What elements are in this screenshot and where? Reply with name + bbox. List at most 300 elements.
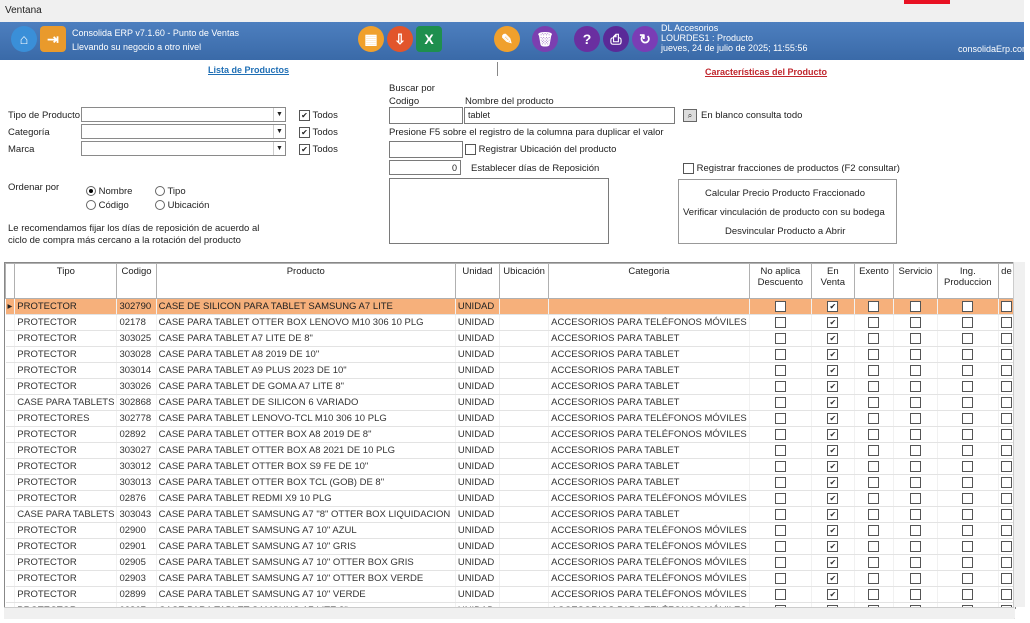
- grid-checkbox-cell[interactable]: [749, 427, 811, 443]
- horizontal-scrollbar[interactable]: [4, 607, 1014, 619]
- grid-checkbox-cell[interactable]: [894, 571, 938, 587]
- grid-checkbox[interactable]: [910, 557, 921, 568]
- table-cell[interactable]: UNIDAD: [455, 331, 499, 347]
- grid-checkbox[interactable]: [868, 381, 879, 392]
- grid-checkbox-cell[interactable]: [811, 363, 854, 379]
- grid-checkbox[interactable]: [868, 301, 879, 312]
- categoria-combo[interactable]: [81, 124, 286, 139]
- grid-checkbox-cell[interactable]: [854, 299, 893, 315]
- grid-checkbox-cell[interactable]: [854, 427, 893, 443]
- download-icon[interactable]: ⇩: [387, 26, 413, 52]
- table-row[interactable]: [6, 427, 1015, 443]
- grid-checkbox[interactable]: ✔: [827, 413, 838, 424]
- table-cell[interactable]: [499, 507, 548, 523]
- categoria-todos-checkbox[interactable]: ✔: [299, 127, 310, 138]
- grid-checkbox-cell[interactable]: [894, 395, 938, 411]
- grid-checkbox[interactable]: [962, 365, 973, 376]
- grid-checkbox[interactable]: [1001, 477, 1012, 488]
- column-header[interactable]: Ubicación: [499, 264, 548, 299]
- grid-checkbox-cell[interactable]: [894, 443, 938, 459]
- home-icon[interactable]: ⌂: [11, 26, 37, 52]
- table-cell[interactable]: [499, 571, 548, 587]
- grid-checkbox-cell[interactable]: [894, 315, 938, 331]
- table-cell[interactable]: PROTECTOR: [15, 331, 117, 347]
- table-cell[interactable]: 303012: [117, 459, 156, 475]
- excel-icon[interactable]: X: [416, 26, 442, 52]
- grid-checkbox[interactable]: [775, 589, 786, 600]
- grid-checkbox[interactable]: ✔: [827, 349, 838, 360]
- column-header[interactable]: Unidad: [455, 264, 499, 299]
- tab-caracteristicas[interactable]: Características del Producto: [705, 67, 828, 77]
- grid-checkbox-cell[interactable]: [937, 475, 998, 491]
- grid-checkbox-cell[interactable]: [894, 555, 938, 571]
- grid-checkbox-cell[interactable]: [894, 427, 938, 443]
- grid-checkbox-cell[interactable]: [749, 475, 811, 491]
- table-cell[interactable]: ACCESORIOS PARA TELÉFONOS MÓVILES: [549, 315, 750, 331]
- grid-checkbox-cell[interactable]: [749, 507, 811, 523]
- table-cell[interactable]: PROTECTOR: [15, 491, 117, 507]
- grid-checkbox[interactable]: [1001, 301, 1012, 312]
- tipo-combo[interactable]: [81, 107, 286, 122]
- table-row[interactable]: [6, 443, 1015, 459]
- grid-checkbox[interactable]: [775, 429, 786, 440]
- table-cell[interactable]: 303027: [117, 443, 156, 459]
- table-cell[interactable]: CASE PARA TABLET DE GOMA A7 LITE 8": [156, 379, 455, 395]
- grid-checkbox[interactable]: [910, 589, 921, 600]
- table-cell[interactable]: 303026: [117, 379, 156, 395]
- table-cell[interactable]: 303013: [117, 475, 156, 491]
- grid-checkbox[interactable]: [1001, 557, 1012, 568]
- grid-checkbox[interactable]: [962, 477, 973, 488]
- grid-checkbox[interactable]: ✔: [827, 493, 838, 504]
- table-cell[interactable]: [499, 539, 548, 555]
- table-cell[interactable]: CASE PARA TABLET OTTER BOX LENOVO M10 306 10 PLG: [156, 315, 455, 331]
- table-cell[interactable]: ACCESORIOS PARA TABLET: [549, 379, 750, 395]
- table-row[interactable]: [6, 491, 1015, 507]
- table-cell[interactable]: UNIDAD: [455, 379, 499, 395]
- table-cell[interactable]: CASE PARA TABLET A7 LITE DE 8": [156, 331, 455, 347]
- table-cell[interactable]: CASE PARA TABLET SAMSUNG A7 10" OTTER BOX VERDE: [156, 571, 455, 587]
- grid-checkbox[interactable]: [1001, 365, 1012, 376]
- grid-checkbox[interactable]: [775, 349, 786, 360]
- exit-icon[interactable]: ⇥: [40, 26, 66, 52]
- grid-checkbox[interactable]: [910, 477, 921, 488]
- grid-checkbox[interactable]: [868, 509, 879, 520]
- grid-checkbox-cell[interactable]: [749, 331, 811, 347]
- table-cell[interactable]: CASE PARA TABLET OTTER BOX TCL (GOB) DE 8": [156, 475, 455, 491]
- codigo-input[interactable]: [389, 107, 463, 124]
- marca-todos[interactable]: [299, 144, 338, 155]
- table-cell[interactable]: CASE PARA TABLET OTTER BOX S9 FE DE 10": [156, 459, 455, 475]
- grid-checkbox-cell[interactable]: [854, 571, 893, 587]
- table-cell[interactable]: CASE PARA TABLETS: [15, 507, 117, 523]
- search-icon[interactable]: ⌕: [683, 109, 697, 122]
- grid-checkbox[interactable]: [962, 301, 973, 312]
- grid-checkbox-cell[interactable]: [749, 539, 811, 555]
- column-header[interactable]: Ing. Produccion: [937, 264, 998, 299]
- grid-checkbox-cell[interactable]: [811, 523, 854, 539]
- grid-checkbox[interactable]: [910, 333, 921, 344]
- grid-checkbox-cell[interactable]: [854, 347, 893, 363]
- table-cell[interactable]: CASE PARA TABLET LENOVO-TCL M10 306 10 PLG: [156, 411, 455, 427]
- registrar-ubicacion[interactable]: [465, 144, 616, 155]
- grid-checkbox[interactable]: [1001, 509, 1012, 520]
- grid-checkbox-cell[interactable]: [749, 379, 811, 395]
- grid-checkbox-cell[interactable]: [811, 491, 854, 507]
- grid-checkbox[interactable]: [962, 541, 973, 552]
- table-row[interactable]: [6, 587, 1015, 603]
- grid-checkbox-cell[interactable]: [894, 299, 938, 315]
- grid-checkbox[interactable]: [775, 509, 786, 520]
- grid-checkbox[interactable]: [868, 541, 879, 552]
- grid-checkbox[interactable]: [1001, 461, 1012, 472]
- calc-precio-button[interactable]: Calcular Precio Producto Fraccionado: [705, 188, 865, 199]
- grid-checkbox[interactable]: [868, 493, 879, 504]
- table-cell[interactable]: 02899: [117, 587, 156, 603]
- table-cell[interactable]: UNIDAD: [455, 363, 499, 379]
- chevron-down-icon[interactable]: ▼: [273, 142, 285, 155]
- grid-checkbox-cell[interactable]: [854, 475, 893, 491]
- refresh-icon[interactable]: ↻: [632, 26, 658, 52]
- grid-checkbox-cell[interactable]: [854, 363, 893, 379]
- grid-checkbox-cell[interactable]: [854, 395, 893, 411]
- table-cell[interactable]: [499, 331, 548, 347]
- calculator-icon[interactable]: ▦: [358, 26, 384, 52]
- table-cell[interactable]: PROTECTOR: [15, 443, 117, 459]
- menu-ventana[interactable]: Ventana: [5, 5, 42, 16]
- table-cell[interactable]: ACCESORIOS PARA TELÉFONOS MÓVILES: [549, 523, 750, 539]
- table-cell[interactable]: CASE PARA TABLET SAMSUNG A7 10" OTTER BOX GRIS: [156, 555, 455, 571]
- grid-checkbox[interactable]: [775, 365, 786, 376]
- table-cell[interactable]: PROTECTOR: [15, 459, 117, 475]
- grid-checkbox-cell[interactable]: [854, 331, 893, 347]
- grid-checkbox-cell[interactable]: [749, 411, 811, 427]
- table-cell[interactable]: CASE PARA TABLET REDMI X9 10 PLG: [156, 491, 455, 507]
- column-header[interactable]: de: [998, 264, 1014, 299]
- grid-checkbox[interactable]: [910, 509, 921, 520]
- grid-checkbox-cell[interactable]: [854, 459, 893, 475]
- grid-checkbox-cell[interactable]: [937, 411, 998, 427]
- grid-checkbox[interactable]: [962, 317, 973, 328]
- grid-checkbox[interactable]: [868, 461, 879, 472]
- grid-checkbox[interactable]: [1001, 589, 1012, 600]
- table-cell[interactable]: ACCESORIOS PARA TELÉFONOS MÓVILES: [549, 411, 750, 427]
- table-cell[interactable]: UNIDAD: [455, 395, 499, 411]
- grid-checkbox[interactable]: [910, 349, 921, 360]
- table-row[interactable]: [6, 555, 1015, 571]
- verificar-button[interactable]: Verificar vinculación de producto con su bodega: [683, 207, 885, 218]
- grid-checkbox[interactable]: [910, 525, 921, 536]
- grid-checkbox[interactable]: [868, 429, 879, 440]
- table-cell[interactable]: 302778: [117, 411, 156, 427]
- column-header[interactable]: Categoria: [549, 264, 750, 299]
- grid-checkbox-cell[interactable]: [811, 587, 854, 603]
- table-row[interactable]: [6, 331, 1015, 347]
- table-cell[interactable]: UNIDAD: [455, 475, 499, 491]
- table-cell[interactable]: PROTECTORES: [15, 411, 117, 427]
- table-cell[interactable]: 303028: [117, 347, 156, 363]
- table-cell[interactable]: [499, 299, 548, 315]
- table-cell[interactable]: PROTECTOR: [15, 523, 117, 539]
- grid-checkbox[interactable]: [868, 477, 879, 488]
- grid-checkbox[interactable]: [775, 573, 786, 584]
- grid-checkbox[interactable]: [775, 413, 786, 424]
- table-cell[interactable]: UNIDAD: [455, 347, 499, 363]
- grid-checkbox[interactable]: [775, 333, 786, 344]
- table-cell[interactable]: [499, 395, 548, 411]
- registrar-ubicacion-checkbox[interactable]: [465, 144, 476, 155]
- grid-checkbox[interactable]: [910, 381, 921, 392]
- grid-checkbox[interactable]: [1001, 413, 1012, 424]
- table-cell[interactable]: CASE PARA TABLET SAMSUNG A7 10" VERDE: [156, 587, 455, 603]
- radio-ubicacion[interactable]: [155, 200, 165, 210]
- table-cell[interactable]: UNIDAD: [455, 555, 499, 571]
- table-cell[interactable]: [499, 315, 548, 331]
- grid-checkbox[interactable]: [1001, 381, 1012, 392]
- tipo-todos[interactable]: [299, 110, 338, 121]
- grid-checkbox[interactable]: [868, 317, 879, 328]
- grid-checkbox[interactable]: [775, 557, 786, 568]
- column-header[interactable]: En Venta: [811, 264, 854, 299]
- grid-checkbox[interactable]: [868, 525, 879, 536]
- grid-checkbox[interactable]: ✔: [827, 301, 838, 312]
- grid-checkbox[interactable]: ✔: [827, 477, 838, 488]
- column-header[interactable]: Servicio: [894, 264, 938, 299]
- table-cell[interactable]: 302868: [117, 395, 156, 411]
- grid-checkbox-cell[interactable]: [811, 443, 854, 459]
- grid-checkbox[interactable]: [1001, 541, 1012, 552]
- table-cell[interactable]: PROTECTOR: [15, 539, 117, 555]
- table-cell[interactable]: [499, 411, 548, 427]
- table-cell[interactable]: UNIDAD: [455, 315, 499, 331]
- grid-checkbox-cell[interactable]: [937, 443, 998, 459]
- table-row[interactable]: [6, 475, 1015, 491]
- table-cell[interactable]: CASE DE SILICON PARA TABLET SAMSUNG A7 LITE: [156, 299, 455, 315]
- grid-checkbox[interactable]: [910, 397, 921, 408]
- grid-checkbox[interactable]: [962, 557, 973, 568]
- grid-checkbox-cell[interactable]: [811, 347, 854, 363]
- table-cell[interactable]: PROTECTOR: [15, 475, 117, 491]
- grid-checkbox[interactable]: [962, 525, 973, 536]
- grid-checkbox[interactable]: ✔: [827, 445, 838, 456]
- table-cell[interactable]: [499, 459, 548, 475]
- table-cell[interactable]: [499, 523, 548, 539]
- grid-checkbox-cell[interactable]: [894, 459, 938, 475]
- table-cell[interactable]: UNIDAD: [455, 411, 499, 427]
- grid-checkbox[interactable]: [868, 557, 879, 568]
- table-cell[interactable]: CASE PARA TABLET A8 2019 DE 10": [156, 347, 455, 363]
- grid-checkbox-cell[interactable]: [894, 523, 938, 539]
- registrar-fracciones-checkbox[interactable]: [683, 163, 694, 174]
- help-icon[interactable]: ?: [574, 26, 600, 52]
- table-row[interactable]: [6, 315, 1015, 331]
- table-row[interactable]: [6, 363, 1015, 379]
- grid-checkbox[interactable]: [962, 413, 973, 424]
- grid-checkbox-cell[interactable]: [854, 587, 893, 603]
- table-cell[interactable]: UNIDAD: [455, 443, 499, 459]
- grid-checkbox-cell[interactable]: [811, 411, 854, 427]
- grid-checkbox[interactable]: ✔: [827, 333, 838, 344]
- grid-checkbox[interactable]: ✔: [827, 557, 838, 568]
- table-cell[interactable]: PROTECTOR: [15, 427, 117, 443]
- grid-checkbox-cell[interactable]: [937, 363, 998, 379]
- table-cell[interactable]: ACCESORIOS PARA TABLET: [549, 331, 750, 347]
- grid-checkbox-cell[interactable]: [937, 523, 998, 539]
- table-cell[interactable]: [499, 555, 548, 571]
- grid-checkbox[interactable]: [1001, 573, 1012, 584]
- table-cell[interactable]: ACCESORIOS PARA TABLET: [549, 395, 750, 411]
- table-row[interactable]: [6, 459, 1015, 475]
- table-row[interactable]: [6, 379, 1015, 395]
- grid-checkbox[interactable]: [868, 413, 879, 424]
- grid-checkbox[interactable]: [868, 349, 879, 360]
- grid-checkbox[interactable]: ✔: [827, 509, 838, 520]
- grid-checkbox[interactable]: ✔: [827, 525, 838, 536]
- table-cell[interactable]: UNIDAD: [455, 587, 499, 603]
- column-header[interactable]: Producto: [156, 264, 455, 299]
- grid-checkbox-cell[interactable]: [811, 571, 854, 587]
- table-cell[interactable]: PROTECTOR: [15, 379, 117, 395]
- table-cell[interactable]: [499, 379, 548, 395]
- table-cell[interactable]: 02901: [117, 539, 156, 555]
- table-cell[interactable]: PROTECTOR: [15, 299, 117, 315]
- grid-checkbox-cell[interactable]: [811, 459, 854, 475]
- table-cell[interactable]: [499, 475, 548, 491]
- grid-checkbox-cell[interactable]: [854, 443, 893, 459]
- grid-checkbox-cell[interactable]: [749, 299, 811, 315]
- nombre-input[interactable]: tablet: [464, 107, 675, 124]
- grid-checkbox[interactable]: [910, 461, 921, 472]
- table-cell[interactable]: ACCESORIOS PARA TELÉFONOS MÓVILES: [549, 587, 750, 603]
- notes-area[interactable]: [389, 178, 609, 244]
- grid-checkbox[interactable]: ✔: [827, 589, 838, 600]
- grid-checkbox-cell[interactable]: [937, 587, 998, 603]
- table-row[interactable]: [6, 347, 1015, 363]
- grid-checkbox[interactable]: [910, 429, 921, 440]
- grid-checkbox-cell[interactable]: [749, 347, 811, 363]
- grid-checkbox[interactable]: ✔: [827, 381, 838, 392]
- table-cell[interactable]: 02892: [117, 427, 156, 443]
- tipo-todos-checkbox[interactable]: ✔: [299, 110, 310, 121]
- grid-checkbox-cell[interactable]: [937, 395, 998, 411]
- grid-checkbox-cell[interactable]: [811, 299, 854, 315]
- table-cell[interactable]: ACCESORIOS PARA TABLET: [549, 347, 750, 363]
- grid-checkbox[interactable]: [868, 573, 879, 584]
- table-cell[interactable]: ACCESORIOS PARA TABLET: [549, 443, 750, 459]
- table-row[interactable]: [6, 539, 1015, 555]
- grid-checkbox[interactable]: [775, 381, 786, 392]
- grid-checkbox[interactable]: [962, 589, 973, 600]
- table-cell[interactable]: PROTECTOR: [15, 587, 117, 603]
- grid-checkbox-cell[interactable]: [937, 379, 998, 395]
- chevron-down-icon[interactable]: ▼: [273, 125, 285, 138]
- table-cell[interactable]: PROTECTOR: [15, 363, 117, 379]
- table-cell[interactable]: [499, 587, 548, 603]
- table-cell[interactable]: CASE PARA TABLET A9 PLUS 2023 DE 10": [156, 363, 455, 379]
- table-cell[interactable]: [499, 347, 548, 363]
- grid-checkbox[interactable]: [775, 541, 786, 552]
- table-cell[interactable]: 302790: [117, 299, 156, 315]
- grid-checkbox-cell[interactable]: [894, 491, 938, 507]
- grid-checkbox[interactable]: [910, 413, 921, 424]
- categoria-todos[interactable]: [299, 127, 338, 138]
- marca-todos-checkbox[interactable]: ✔: [299, 144, 310, 155]
- grid-checkbox-cell[interactable]: [811, 315, 854, 331]
- desvincular-button[interactable]: Desvincular Producto a Abrir: [725, 226, 846, 237]
- table-cell[interactable]: UNIDAD: [455, 299, 499, 315]
- delete-icon[interactable]: 🗑: [532, 26, 558, 52]
- grid-checkbox[interactable]: [962, 429, 973, 440]
- grid-checkbox[interactable]: [868, 333, 879, 344]
- grid-checkbox-cell[interactable]: [937, 555, 998, 571]
- grid-checkbox[interactable]: [962, 397, 973, 408]
- grid-checkbox-cell[interactable]: [937, 491, 998, 507]
- table-cell[interactable]: PROTECTOR: [15, 315, 117, 331]
- grid-checkbox-cell[interactable]: [749, 571, 811, 587]
- grid-checkbox[interactable]: [962, 461, 973, 472]
- table-cell[interactable]: PROTECTOR: [15, 347, 117, 363]
- grid-checkbox[interactable]: ✔: [827, 429, 838, 440]
- radio-codigo[interactable]: [86, 200, 96, 210]
- table-cell[interactable]: UNIDAD: [455, 491, 499, 507]
- grid-checkbox-cell[interactable]: [749, 315, 811, 331]
- table-cell[interactable]: [499, 491, 548, 507]
- grid-checkbox-cell[interactable]: [894, 475, 938, 491]
- table-cell[interactable]: UNIDAD: [455, 539, 499, 555]
- order-codigo[interactable]: [86, 200, 129, 211]
- grid-checkbox-cell[interactable]: [811, 379, 854, 395]
- table-cell[interactable]: [499, 427, 548, 443]
- grid-checkbox-cell[interactable]: [811, 427, 854, 443]
- grid-checkbox[interactable]: [1001, 333, 1012, 344]
- grid-checkbox[interactable]: [775, 493, 786, 504]
- grid-checkbox[interactable]: [910, 573, 921, 584]
- table-cell[interactable]: CASE PARA TABLET SAMSUNG A7 10" AZUL: [156, 523, 455, 539]
- grid-checkbox[interactable]: [962, 333, 973, 344]
- grid-checkbox-cell[interactable]: [937, 507, 998, 523]
- grid-checkbox[interactable]: [962, 493, 973, 504]
- grid-checkbox[interactable]: ✔: [827, 365, 838, 376]
- grid-checkbox-cell[interactable]: [854, 523, 893, 539]
- grid-checkbox-cell[interactable]: [894, 331, 938, 347]
- grid-checkbox[interactable]: [775, 301, 786, 312]
- grid-checkbox[interactable]: [775, 477, 786, 488]
- grid-checkbox-cell[interactable]: [894, 587, 938, 603]
- grid-checkbox[interactable]: [910, 301, 921, 312]
- grid-checkbox[interactable]: [775, 461, 786, 472]
- grid-checkbox-cell[interactable]: [749, 587, 811, 603]
- grid-checkbox-cell[interactable]: [749, 491, 811, 507]
- registrar-fracciones[interactable]: [683, 163, 900, 174]
- grid-checkbox[interactable]: [868, 445, 879, 456]
- grid-checkbox-cell[interactable]: [937, 347, 998, 363]
- table-cell[interactable]: 02905: [117, 555, 156, 571]
- table-cell[interactable]: CASE PARA TABLETS: [15, 395, 117, 411]
- grid-checkbox[interactable]: [1001, 397, 1012, 408]
- grid-checkbox-cell[interactable]: [749, 523, 811, 539]
- grid-checkbox-cell[interactable]: [937, 571, 998, 587]
- chevron-down-icon[interactable]: ▼: [273, 108, 285, 121]
- grid-checkbox[interactable]: [775, 317, 786, 328]
- grid-checkbox[interactable]: [1001, 429, 1012, 440]
- table-cell[interactable]: ACCESORIOS PARA TABLET: [549, 507, 750, 523]
- grid-checkbox-cell[interactable]: [749, 459, 811, 475]
- table-cell[interactable]: ACCESORIOS PARA TELÉFONOS MÓVILES: [549, 571, 750, 587]
- grid-checkbox-cell[interactable]: [894, 363, 938, 379]
- grid-checkbox[interactable]: [868, 397, 879, 408]
- table-cell[interactable]: ACCESORIOS PARA TABLET: [549, 459, 750, 475]
- table-row[interactable]: [6, 571, 1015, 587]
